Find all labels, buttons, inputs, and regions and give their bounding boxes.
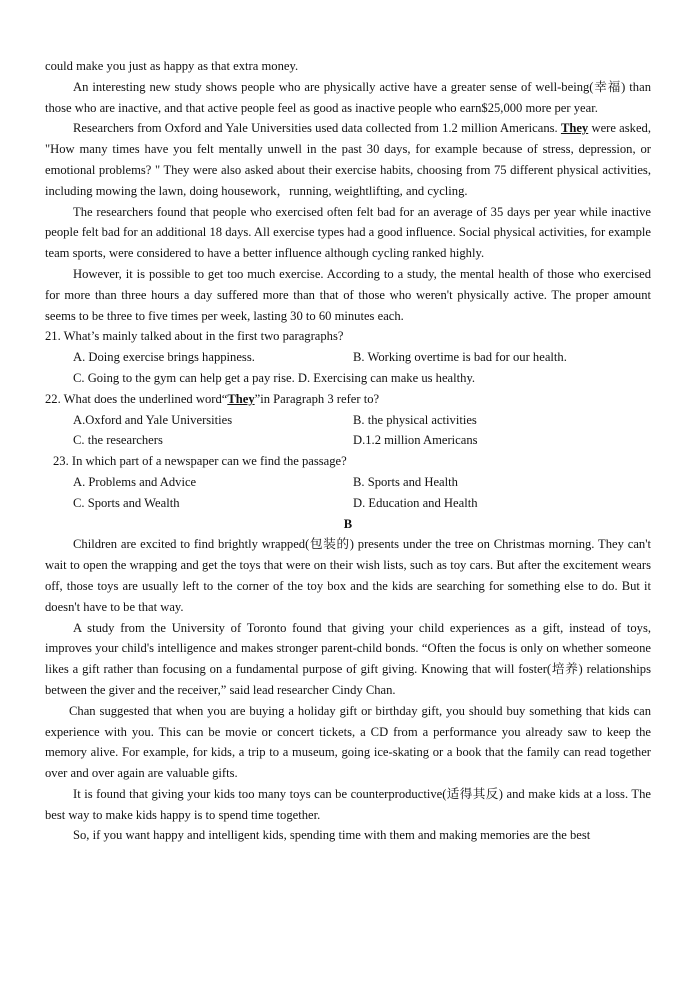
paragraph-2-rest: were asked, "How many times have you felt mentally unwell in the past 30 days, for example because of stress, depression, or emotional problems? " They were also asked about their exercise habits, choosing from 75 different physical activities, including mowing the lawn, doing housework，running, weightlifting, and cycling. [45, 121, 651, 198]
question-23-option-d: D. Education and Health [353, 495, 478, 510]
question-21-stem: 21. What’s mainly talked about in the first two paragraphs? [45, 329, 344, 344]
question-22-option-d: D.1.2 million Americans [353, 433, 478, 448]
question-23-options-cd [45, 493, 651, 514]
question-22-underlined-word: They [227, 391, 255, 406]
question-23-option-b: B. Sports and Health [353, 474, 458, 489]
question-22-option-c: C. the researchers [73, 433, 163, 448]
question-22-options-cd [45, 430, 651, 451]
question-23-stem: 23. In which part of a newspaper can we find the passage? [53, 454, 347, 469]
passage-b-paragraph-5: So, if you want happy and intelligent kids, spending time with them and making memories are the best [73, 828, 591, 843]
question-21-option-a: A. Doing exercise brings happiness. [73, 350, 255, 365]
question-23-option-c: C. Sports and Wealth [73, 495, 180, 510]
passage-a-paragraph-0: could make you just as happy as that extra money. [45, 59, 299, 73]
document-page [45, 56, 651, 846]
passage-a-paragraph-3: The researchers found that people who exercised often felt bad for an average of 35 days per year while inactive people felt bad for an additional 18 days. All exercise types had a good influence. Social physical activities, for example team sports, were considered to have a better influence although cycling ranked highly. [45, 204, 651, 261]
question-23-options-ab [45, 472, 651, 493]
passage-b-paragraph-1: Children are excited to find brightly wrapped(包装的) presents under the tree on Christmas morning. They can't wait to open the wrapping and get the toys that were on their wish lists, such as toy cars. But after the excitement wears off, those toys are usually left to the corner of the toy box and the kids are searching for something else to do. But it doesn't have to be that way. [45, 537, 651, 614]
question-21-options-ab [45, 347, 651, 368]
question-22-options-ab [45, 410, 651, 431]
underlined-word-they: They [560, 121, 589, 136]
passage-b-paragraph-2: A study from the University of Toronto found that giving your child experiences as a gift, instead of toys, improves your child's intelligence and makes stronger parent-child bonds. “Often the focus is only on whether someone likes a gift rather than focusing on a fundamental purpose of gift giving. Knowing that will foster(培养) relationships between the giver and the receiver,” said lead researcher Cindy Chan. [45, 620, 651, 697]
question-22-option-a: A.Oxford and Yale Universities [73, 412, 233, 427]
question-22-option-b: B. the physical activities [353, 412, 477, 427]
passage-b-paragraph-4: It is found that giving your kids too many toys can be counterproductive(适得其反) and make kids at a loss. The best way to make kids happy is to spend time together. [45, 786, 651, 822]
passage-b-paragraph-3: Chan suggested that when you are buying a holiday gift or birthday gift, you should buy something that kids can experience with you. This can be movie or concert tickets, a CD from a performance you already saw to keep the memory alive. For example, for kids, a trip to a museum, going ice-skating or a book that the family can read together over and over again are valuable gifts. [45, 703, 651, 781]
passage-a-paragraph-4: However, it is possible to get too much exercise. According to a study, the mental health of those who exercised for more than three hours a day suffered more than that of those who weren't physically active. The proper amount seems to be three to five times per week, lasting 30 to 60 minutes each. [45, 266, 651, 323]
paragraph-2-start: Researchers from Oxford and Yale Universities used data collected from 1.2 million Americans. [73, 121, 561, 136]
question-22-stem-end: ”in Paragraph 3 refer to? [254, 391, 380, 406]
question-22-stem [45, 389, 651, 410]
question-22-stem-start: 22. What does the underlined word“ [45, 391, 228, 406]
question-23-option-a: A. Problems and Advice [73, 474, 197, 489]
question-21-options-cd: C. Going to the gym can help get a pay rise. D. Exercising can make us healthy. [73, 370, 476, 385]
question-21-option-b: B. Working overtime is bad for our health. [353, 350, 567, 365]
passage-b-heading: B [343, 516, 353, 531]
passage-a-paragraph-1: An interesting new study shows people who are physically active have a greater sense of well-being(幸福) than those who are inactive, and that active people feel as good as inactive people who earn$25,000 more per year. [45, 79, 651, 115]
passage-a-paragraph-2 [45, 118, 651, 201]
